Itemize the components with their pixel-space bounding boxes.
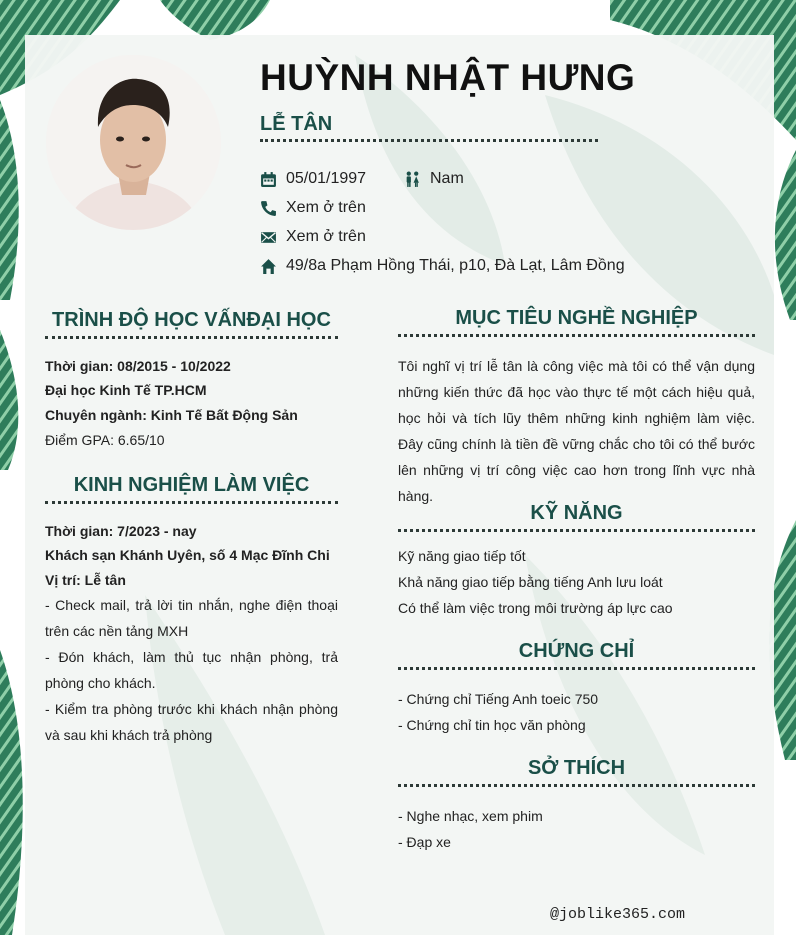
experience-duty: - Kiểm tra phòng trước khi khách nhận phòng và sau khi khách trả phòng: [45, 701, 338, 743]
birthdate-row: [260, 170, 366, 188]
candidate-name: HUỲNH NHẬT HƯNG: [260, 57, 636, 98]
job-title: LỄ TÂN: [260, 113, 333, 135]
skill-item: Có thể làm việc trong môi trường áp lực cao: [398, 600, 673, 616]
phone-value: Xem ở trên: [286, 199, 366, 216]
education-time: Thời gian: 08/2015 - 10/2022: [45, 358, 231, 374]
gender-value: Nam: [430, 170, 464, 187]
hobby-item: - Đạp xe: [398, 834, 451, 850]
email-row: [260, 228, 366, 246]
certificates-heading: CHỨNG CHỈ: [518, 640, 635, 662]
certificate-item: - Chứng chỉ tin học văn phòng: [398, 717, 586, 733]
experience-divider: [45, 501, 338, 504]
birthdate-value: 05/01/1997: [286, 170, 367, 187]
experience-company: Khách sạn Khánh Uyên, số 4 Mạc Đĩnh Chi: [45, 547, 330, 563]
skill-item: Kỹ năng giao tiếp tốt: [398, 548, 526, 564]
objective-heading: MỤC TIÊU NGHỀ NGHIỆP: [455, 307, 698, 329]
skills-heading: KỸ NĂNG: [530, 502, 623, 524]
experience-duty: - Check mail, trả lời tin nhắn, nghe điện thoại trên các nền tảng MXH: [45, 597, 338, 639]
hobby-item: - Nghe nhạc, xem phim: [398, 808, 543, 824]
phone-icon: [260, 200, 277, 217]
education-heading: TRÌNH ĐỘ HỌC VẤNĐẠI HỌC: [52, 309, 331, 331]
education-school: Đại học Kinh Tế TP.HCM: [45, 382, 207, 398]
address-value: 49/8a Phạm Hồng Thái, p10, Đà Lạt, Lâm Đồng: [286, 257, 625, 274]
education-major: Chuyên ngành: Kinh Tế Bất Động Sản: [45, 407, 298, 423]
calendar-icon: [260, 171, 277, 188]
skill-item: Khả năng giao tiếp bằng tiếng Anh lưu loát: [398, 574, 663, 590]
experience-position: Vị trí: Lễ tân: [45, 572, 126, 588]
gender-icon: [404, 171, 421, 188]
hobbies-divider: [398, 784, 755, 787]
envelope-icon: [260, 229, 277, 246]
education-divider: [45, 336, 338, 339]
header-divider: [260, 139, 598, 142]
experience-heading: KINH NGHIỆM LÀM VIỆC: [73, 474, 310, 496]
email-value: Xem ở trên: [286, 228, 366, 245]
objective-divider: [398, 334, 755, 337]
experience-duty: - Đón khách, làm thủ tục nhận phòng, trả phòng cho khách.: [45, 649, 338, 691]
objective-text: Tôi nghĩ vị trí lễ tân là công việc mà tôi có thể vận dụng những kiến thức đã học vào thực tế một cách hiệu quả, học hỏi và tích lũy thêm những kinh nghiệm làm việc. Đây cũng chính là tiền đề vững chắc cho tôi có thể bước lên những vị trí công việc cao hơn trong lĩnh vực nhà hàng.: [398, 358, 755, 504]
certificates-divider: [398, 667, 755, 670]
avatar: [46, 55, 221, 230]
phone-row: [260, 199, 366, 217]
hobbies-heading: SỞ THÍCH: [527, 757, 626, 779]
site-watermark: @joblike365.com: [550, 906, 686, 923]
home-icon: [260, 258, 277, 275]
education-gpa: Điểm GPA: 6.65/10: [45, 432, 165, 448]
experience-time: Thời gian: 7/2023 - nay: [45, 523, 197, 539]
address-row: [260, 257, 625, 275]
certificate-item: - Chứng chỉ Tiếng Anh toeic 750: [398, 691, 599, 707]
gender-row: [404, 170, 464, 188]
skills-divider: [398, 529, 755, 532]
